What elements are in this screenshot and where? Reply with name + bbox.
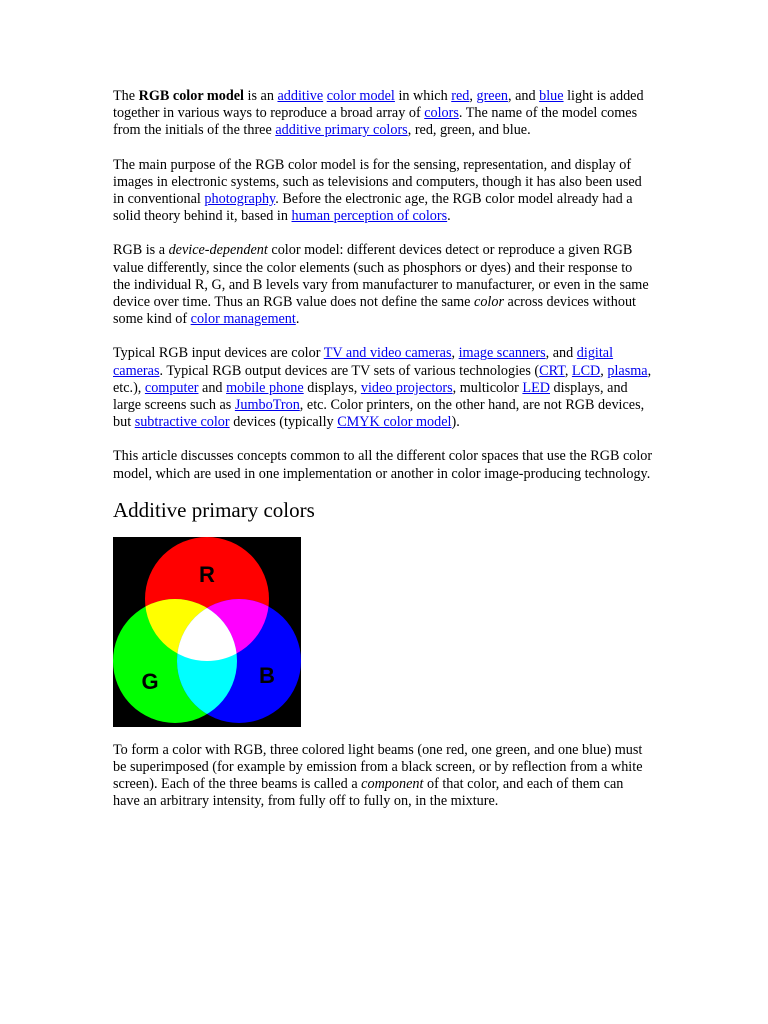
link-photography[interactable]: photography bbox=[204, 191, 276, 208]
paragraph-typical-devices bbox=[113, 345, 653, 431]
text-run: , and bbox=[507, 88, 540, 104]
text-run: , etc.), bbox=[113, 362, 652, 396]
text-run: , bbox=[564, 362, 572, 379]
text-run: displays, and large screens such as bbox=[113, 379, 628, 414]
link-crt[interactable]: CRT bbox=[539, 362, 565, 379]
link-blue[interactable]: blue bbox=[539, 88, 564, 104]
text-run: . bbox=[447, 208, 451, 225]
link-color-model[interactable]: color model bbox=[326, 88, 395, 104]
additive-color-venn-figure bbox=[113, 537, 301, 727]
text-run: light is added together in various ways to reproduce a broad array of bbox=[113, 88, 644, 122]
text-run: , and bbox=[545, 345, 577, 362]
link-subtractive-color[interactable]: subtractive color bbox=[134, 414, 230, 431]
text-run: of that color, and each of them can have an arbitrary intensity, from fully off to fully on, in the mixture. bbox=[113, 776, 624, 810]
link-lcd[interactable]: LCD bbox=[571, 362, 601, 379]
text-run: , red, green, and blue. bbox=[407, 122, 531, 139]
text-run: , multicolor bbox=[452, 379, 523, 396]
paragraph-forming-a-color bbox=[113, 742, 653, 811]
link-mobile-phone[interactable]: mobile phone bbox=[226, 379, 304, 396]
link-red[interactable]: red bbox=[451, 88, 470, 104]
text-run: . Before the electronic age, the RGB color model already had a solid theory behind it, based in bbox=[113, 191, 633, 225]
text-run: , bbox=[451, 345, 459, 362]
rgb-venn-diagram bbox=[113, 537, 301, 727]
text-run: , etc. Color printers, on the other hand, are not RGB devices, but bbox=[113, 397, 645, 431]
link-color-management[interactable]: color management bbox=[190, 311, 296, 328]
link-additive[interactable]: additive bbox=[277, 88, 324, 104]
text-run: and bbox=[198, 379, 227, 396]
text-run: Typical RGB input devices are color bbox=[113, 345, 324, 362]
link-plasma[interactable]: plasma bbox=[607, 362, 648, 379]
text-run: . bbox=[295, 311, 300, 328]
link-led[interactable]: LED bbox=[522, 379, 550, 396]
text-run: ). bbox=[451, 414, 460, 431]
link-video-projectors[interactable]: video projectors bbox=[360, 379, 453, 396]
article-body bbox=[113, 88, 653, 811]
italic-term: color bbox=[474, 294, 504, 311]
text-run: across devices without some kind of bbox=[113, 294, 636, 328]
link-jumbotron[interactable]: JumboTron bbox=[234, 397, 300, 414]
text-run: in which bbox=[394, 88, 452, 104]
intro-paragraphs bbox=[113, 88, 653, 483]
text-run: color model: different devices detect or reproduce a given RGB value differently, since the color elements (such as phosphors or dyes) and their response to the individual R, G, and B levels vary from manufacturer to manufacturer, or even in the same device over time. Thus an RGB value does not define the same bbox=[113, 242, 649, 311]
link-additive-primary-colors[interactable]: additive primary colors bbox=[275, 122, 408, 139]
italic-term: device-dependent bbox=[168, 242, 268, 259]
text-run: RGB is a bbox=[113, 242, 169, 259]
link-tv-and-video-cameras[interactable]: TV and video cameras bbox=[323, 345, 452, 362]
text-run: The bbox=[113, 88, 139, 104]
link-human-perception-of-colors[interactable]: human perception of colors bbox=[291, 208, 448, 225]
text-run: The main purpose of the RGB color model is for the sensing, representation, and display of images in electronic systems, such as televisions and computers, though it has also been used in conventional bbox=[113, 156, 642, 208]
paragraph-article-scope bbox=[113, 448, 653, 482]
text-run: displays, bbox=[303, 379, 361, 396]
link-image-scanners[interactable]: image scanners bbox=[458, 345, 546, 362]
link-colors[interactable]: colors bbox=[424, 105, 459, 122]
text-run: . The name of the model comes from the initials of the three bbox=[113, 105, 638, 139]
link-computer[interactable]: computer bbox=[144, 379, 199, 396]
text-run: , bbox=[600, 362, 608, 379]
label-b: B bbox=[259, 662, 275, 688]
italic-term: component bbox=[361, 776, 424, 793]
text-run: This article discusses concepts common to all the different color spaces that use the RGB color model, which are used in one implementation or another in color image-producing technology. bbox=[113, 448, 653, 482]
section-heading-additive-primary-colors: Additive primary colors bbox=[113, 497, 315, 522]
text-run: , bbox=[469, 88, 477, 104]
link-digital-cameras[interactable]: digital cameras bbox=[113, 345, 614, 379]
link-green[interactable]: green bbox=[476, 88, 508, 104]
paragraph-rgb-definition bbox=[113, 88, 653, 140]
bold-term: RGB color model bbox=[138, 88, 244, 104]
text-run: . Typical RGB output devices are TV sets of various technologies ( bbox=[159, 362, 540, 379]
paragraph-device-dependent bbox=[113, 242, 653, 328]
paragraph-main-purpose bbox=[113, 157, 653, 226]
label-g: G bbox=[141, 668, 159, 694]
text-run: To form a color with RGB, three colored light beams (one red, one green, and one blue) must be superimposed (for example by emission from a black screen, or by reflection from a white screen). Each of the three beams is called a bbox=[113, 741, 643, 793]
text-run: devices (typically bbox=[229, 414, 338, 431]
link-cmyk-color-model[interactable]: CMYK color model bbox=[337, 414, 452, 431]
label-r: R bbox=[199, 561, 215, 587]
text-run: is an bbox=[243, 88, 278, 104]
